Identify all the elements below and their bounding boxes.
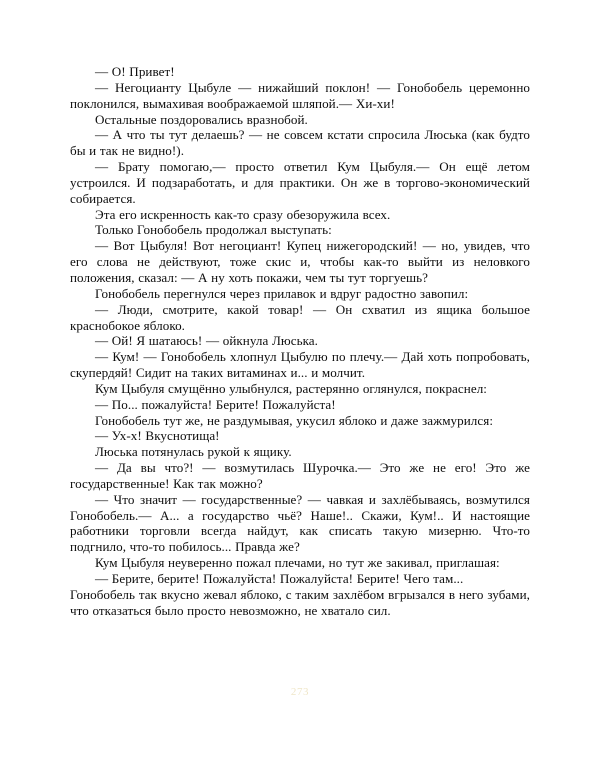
paragraph: Эта его искренность как-то сразу обезоружила всех. bbox=[95, 206, 391, 222]
paragraph: — Негоцианту Цыбуле — нижайший поклон! — Гонобобель церемонно поклонился, вымахивая воображаемой шляпой.— Хи-хи! bbox=[70, 79, 530, 111]
paragraph: — Вот Цыбуля! Вот негоциант! Купец нижегородский! — но, увидев, что его слова не действуют, тоже скис и, чтобы как-то выйти из неловкого положения, сказал: — А ну хоть покажи, чем ты тут торгуешь? bbox=[70, 238, 530, 285]
paragraph: Кум Цыбуля неуверенно пожал плечами, но тут же закивал, приглашая: bbox=[95, 555, 500, 571]
paragraph: — О! Привет! bbox=[95, 64, 175, 79]
paragraph: Кум Цыбуля смущённо улыбнулся, растерянно оглянулся, покраснел: bbox=[95, 380, 487, 396]
paragraph: — По... пожалуйста! Берите! Пожалуйста! bbox=[95, 396, 336, 412]
paragraph: — Люди, смотрите, какой товар! — Он схватил из ящика большое краснобокое яблоко. bbox=[70, 301, 530, 333]
paragraph: Только Гонобобель продолжал выступать: bbox=[95, 222, 332, 238]
paragraph: — Ух-х! Вкуснотища! bbox=[95, 428, 220, 444]
paragraph: — Берите, берите! Пожалуйста! Пожалуйста! Берите! Чего там... bbox=[95, 571, 464, 586]
paragraph: Гонобобель тут же, не раздумывая, укусил яблоко и даже зажмурился: bbox=[95, 412, 494, 428]
paragraph: — Да вы что?! — возмутилась Шурочка.— Это же не его! Это же государственные! Как так можно? bbox=[70, 460, 530, 491]
paragraph: Люська потянулась рукой к ящику. bbox=[95, 444, 292, 460]
paragraph: — Что значит — государственные? — чавкая и захлёбываясь, возмутился Гонобобель.— А... а государство чьё? Наше!.. Скажи, Кум!.. И настоящие работники торговли всегда найдут, как списать такую мизерню. Что-то подгнило, что-то побилось... Правда же? bbox=[70, 491, 530, 555]
paragraph: Остальные поздоровались вразнобой. bbox=[95, 111, 308, 127]
paragraph: — Ой! Я шатаюсь! — ойкнула Люська. bbox=[95, 333, 318, 349]
paragraph: — А что ты тут делаешь? — не совсем кстати спросила Люська (как будто бы и так не видно!). bbox=[70, 127, 530, 159]
paragraph: Гонобобель перегнулся через прилавок и вдруг радостно завопил: bbox=[95, 285, 469, 301]
paragraph: Гонобобель так вкусно жевал яблоко, с таким захлёбом вгрызался в него зубами, что отказаться было просто невозможно, не хватало сил. bbox=[70, 586, 530, 618]
page-text-block bbox=[70, 64, 530, 619]
paragraph: — Брату помогаю,— просто ответил Кум Цыбуля.— Он ещё летом устроился. И подзаработать, и для практики. Он же в торгово-экономический собирается. bbox=[70, 159, 530, 206]
page-number: 273 bbox=[290, 686, 310, 698]
paragraph: — Кум! — Гонобобель хлопнул Цыбулю по плечу.— Дай хоть попробовать, скупердяй! Сидит на таких витаминах и... и молчит. bbox=[70, 349, 530, 381]
